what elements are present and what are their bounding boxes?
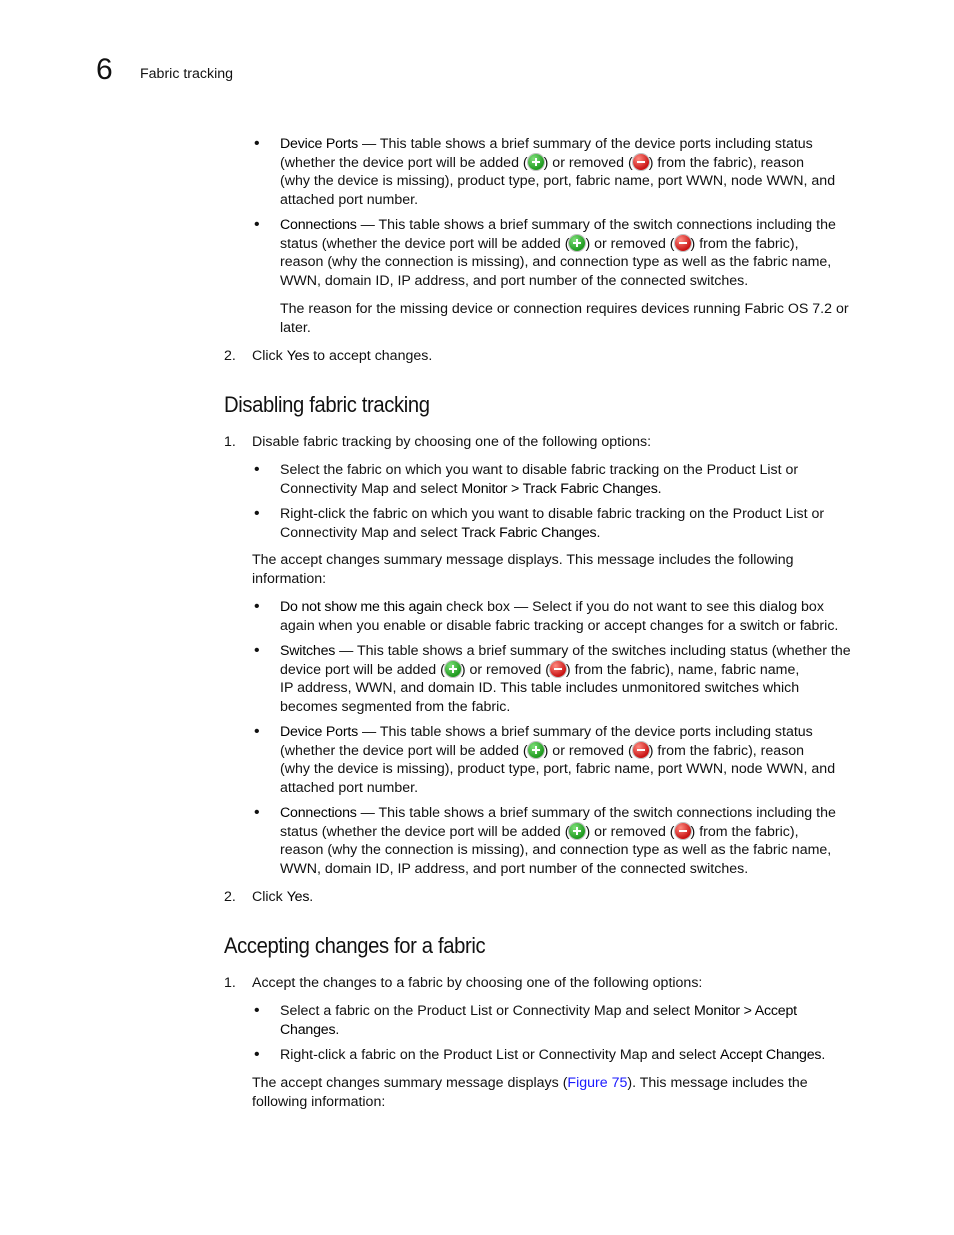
bullet: • [254,598,260,615]
text: . [657,480,662,497]
text: ). This message includes the [627,1075,808,1091]
step-text: Disable fabric tracking by choosing one of the following options: [252,434,652,450]
term: Track Fabric Changes [461,524,597,541]
text: — This table shows a brief summary of the switches including status (whether the [335,643,851,659]
term: Switches [280,643,336,659]
chapter-number: 6 [96,53,113,86]
message-paragraph [252,551,794,588]
term: Device Ports [280,136,359,152]
text: reason (why the connection is missing), and connection type as well as the fabric name, [280,842,832,859]
connections-item [280,216,836,291]
text: (whether the device port will be added ( [280,154,528,171]
step-number: 2. [224,889,236,905]
bullet: • [254,461,260,478]
text: again when you enable or disable fabric tracking or accept changes for a switch or fabric. [280,617,839,634]
term: Connections [280,805,357,821]
term: Yes [286,348,310,364]
text: Connectivity Map and select [280,480,462,497]
option-item [280,505,824,542]
text: The accept changes summary message displays ( [252,1075,568,1091]
text: Connectivity Map and select [280,524,462,541]
term: Do not show me this again [280,599,443,615]
text: Right-click a fabric on the Product List or Connectivity Map and select [280,1047,721,1063]
step-text: Accept the changes to a fabric by choosing one of the following options: [252,975,703,991]
text: (whether the device port will be added ( [280,742,528,759]
step-number: 1. [224,434,236,450]
do-not-show-item [280,598,838,635]
text: Click [252,889,287,905]
text: . [335,1021,340,1038]
text: — This table shows a brief summary of the switch connections including the [356,217,836,233]
chapter-title: Fabric tracking [140,66,234,82]
add-icon [528,742,544,758]
text: . [309,889,314,905]
bullet: • [254,642,260,659]
remove-icon [550,661,566,677]
remove-icon [633,154,649,170]
section-heading: Disabling fabric tracking [224,392,430,417]
text: ) from the fabric), name, fabric name, [565,661,800,678]
text: ) from the fabric), [690,823,799,840]
text: The reason for the missing device or connection requires devices running Fabric OS 7.2 or [280,301,849,317]
step-click-yes [252,888,313,907]
bullet: • [254,216,260,233]
option-item [280,1046,825,1065]
add-icon [569,235,585,251]
text: status (whether the device port will be added ( [280,235,570,252]
text: to accept changes. [309,348,433,364]
note-paragraph [280,300,849,337]
term: Monitor > Accept [694,1003,797,1019]
add-icon [445,661,461,677]
text: — This table shows a brief summary of the device ports including status [358,724,813,740]
step-number: 1. [224,975,236,991]
add-icon [569,823,585,839]
term: Changes [280,1021,336,1038]
text: device port will be added ( [280,661,445,678]
bullet: • [254,1002,260,1019]
text: Right-click the fabric on which you want to disable fabric tracking on the Product List or [280,506,825,522]
text: Select a fabric on the Product List or Connectivity Map and select [280,1003,695,1019]
figure-link[interactable]: Figure 75 [567,1075,628,1091]
option-item [280,461,798,498]
text: reason (why the connection is missing), and connection type as well as the fabric name, [280,254,832,271]
text: WWN, domain ID, IP address, and port number of the connected switches. [280,861,749,878]
connections-item [280,804,836,879]
text: IP address, WWN, and domain ID. This table includes unmonitored switches which [280,680,800,697]
text: later. [280,319,311,336]
text: . [821,1047,826,1063]
text: attached port number. [280,780,419,797]
text: following information: [252,1093,386,1110]
text: The accept changes summary message displays. This message includes the following [252,552,794,568]
bullet: • [254,804,260,821]
text: ) from the fabric), [690,235,799,252]
switches-item [280,642,851,717]
text: ) or removed ( [585,823,675,840]
bullet: • [254,1046,260,1063]
remove-icon [633,742,649,758]
add-icon [528,154,544,170]
text: WWN, domain ID, IP address, and port number of the connected switches. [280,273,749,290]
text: ) or removed ( [460,661,550,678]
text: (why the device is missing), product type, port, fabric name, port WWN, node WWN, and [280,173,836,190]
bullet: • [254,723,260,740]
text: ) from the fabric), reason [648,742,805,759]
term: Accept Changes [720,1047,822,1063]
text: becomes segmented from the fabric. [280,699,511,716]
text: — This table shows a brief summary of the device ports including status [358,136,813,152]
text: information: [252,570,327,587]
text: check box — Select if you do not want to see this dialog box [442,599,824,615]
term: Connections [280,217,357,233]
text: ) or removed ( [543,154,633,171]
text: Click [252,348,287,364]
term: Yes [286,889,310,905]
text: — This table shows a brief summary of the switch connections including the [356,805,836,821]
message-paragraph [252,1074,808,1111]
step-number: 2. [224,348,236,364]
bullet: • [254,135,260,152]
section-heading: Accepting changes for a fabric [224,933,486,958]
remove-icon [675,823,691,839]
text: ) or removed ( [543,742,633,759]
device-ports-item [280,723,835,798]
option-item [280,1002,797,1039]
term: Monitor > Track Fabric Changes [461,480,658,497]
step-click-yes [252,347,432,366]
text: . [596,524,601,541]
term: Device Ports [280,724,359,740]
bullet: • [254,505,260,522]
text: attached port number. [280,192,419,209]
remove-icon [675,235,691,251]
text: ) from the fabric), reason [648,154,805,171]
text: (why the device is missing), product type, port, fabric name, port WWN, node WWN, and [280,761,836,778]
text: status (whether the device port will be added ( [280,823,570,840]
device-ports-item [280,135,835,210]
text: ) or removed ( [585,235,675,252]
text: Select the fabric on which you want to disable fabric tracking on the Product List or [280,462,799,478]
